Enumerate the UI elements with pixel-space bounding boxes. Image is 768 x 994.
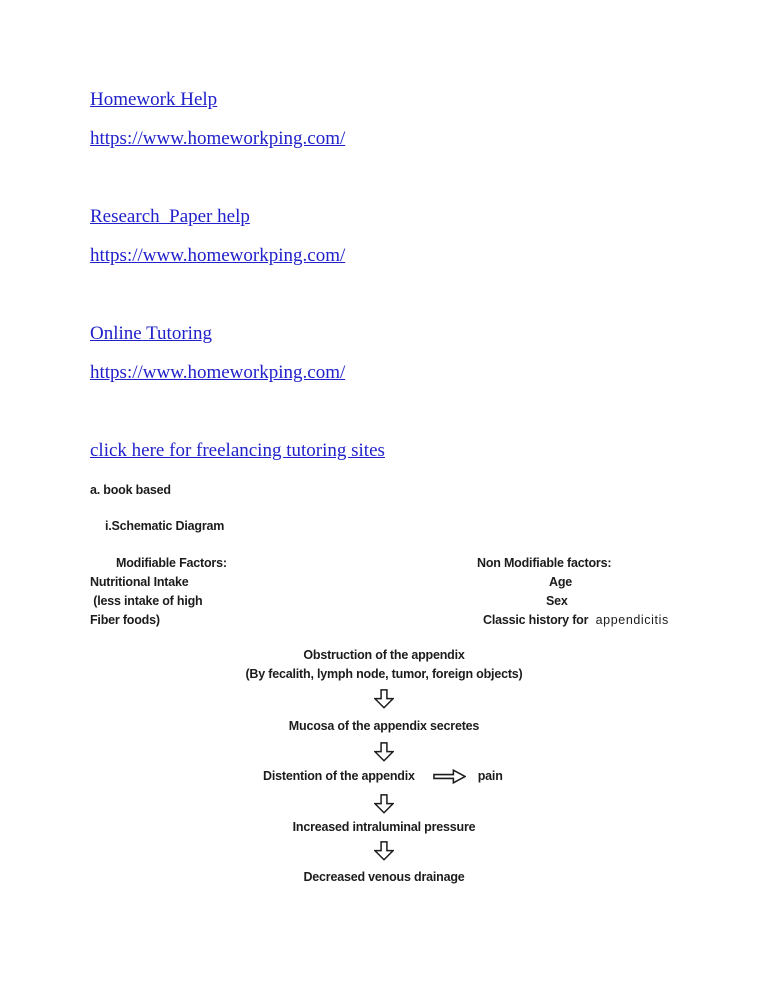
flow-step-obstruction-line2: (By fecalith, lymph node, tumor, foreign objects) [245, 667, 523, 681]
flow-step-mucosa: Mucosa of the appendix secretes [288, 719, 480, 733]
freelancing-tutoring-sites-link[interactable]: click here for freelancing tutoring sites [90, 440, 385, 461]
flow-step-distention-row [263, 769, 503, 784]
modifiable-factor-less-intake: (less intake of high [90, 594, 203, 608]
flow-step-venous-drainage: Decreased venous drainage [303, 870, 465, 884]
non-modifiable-factor-age: Age [549, 575, 573, 589]
modifiable-factors-title: Modifiable Factors: [116, 556, 227, 570]
down-block-arrow-icon [0, 841, 768, 861]
non-modifiable-factors-title: Non Modifiable factors: [477, 556, 612, 570]
flow-step-intraluminal-pressure: Increased intraluminal pressure [292, 820, 476, 834]
online-tutoring-link[interactable]: Online Tutoring [90, 323, 212, 344]
homeworkping-url-link-2[interactable]: https://www.homeworkping.com/ [90, 245, 346, 266]
right-block-arrow-icon [433, 769, 466, 784]
research-paper-help-link[interactable]: Research Paper help [90, 206, 250, 227]
homework-help-link[interactable]: Homework Help [90, 89, 218, 110]
non-modifiable-factor-classic-history [483, 613, 669, 627]
flow-step-obstruction-line1: Obstruction of the appendix [303, 648, 465, 662]
non-modifiable-factor-sex: Sex [546, 594, 568, 608]
modifiable-factor-nutritional-intake: Nutritional Intake [90, 575, 189, 589]
down-block-arrow-icon [0, 742, 768, 762]
down-block-arrow-icon [0, 794, 768, 814]
outline-item-schematic-diagram: i.Schematic Diagram [105, 519, 225, 533]
homeworkping-url-link-1[interactable]: https://www.homeworkping.com/ [90, 128, 346, 149]
down-block-arrow-icon [0, 689, 768, 709]
classic-history-bold-text: Classic history for [483, 613, 592, 627]
homeworkping-url-link-3[interactable]: https://www.homeworkping.com/ [90, 362, 346, 383]
flow-step-distention: Distention of the appendix [263, 769, 415, 784]
outline-item-book-based: a. book based [90, 483, 171, 497]
modifiable-factor-fiber-foods: Fiber foods) [90, 613, 160, 627]
flow-label-pain: pain [477, 769, 503, 784]
appendicitis-text: appendicitis [591, 613, 669, 627]
